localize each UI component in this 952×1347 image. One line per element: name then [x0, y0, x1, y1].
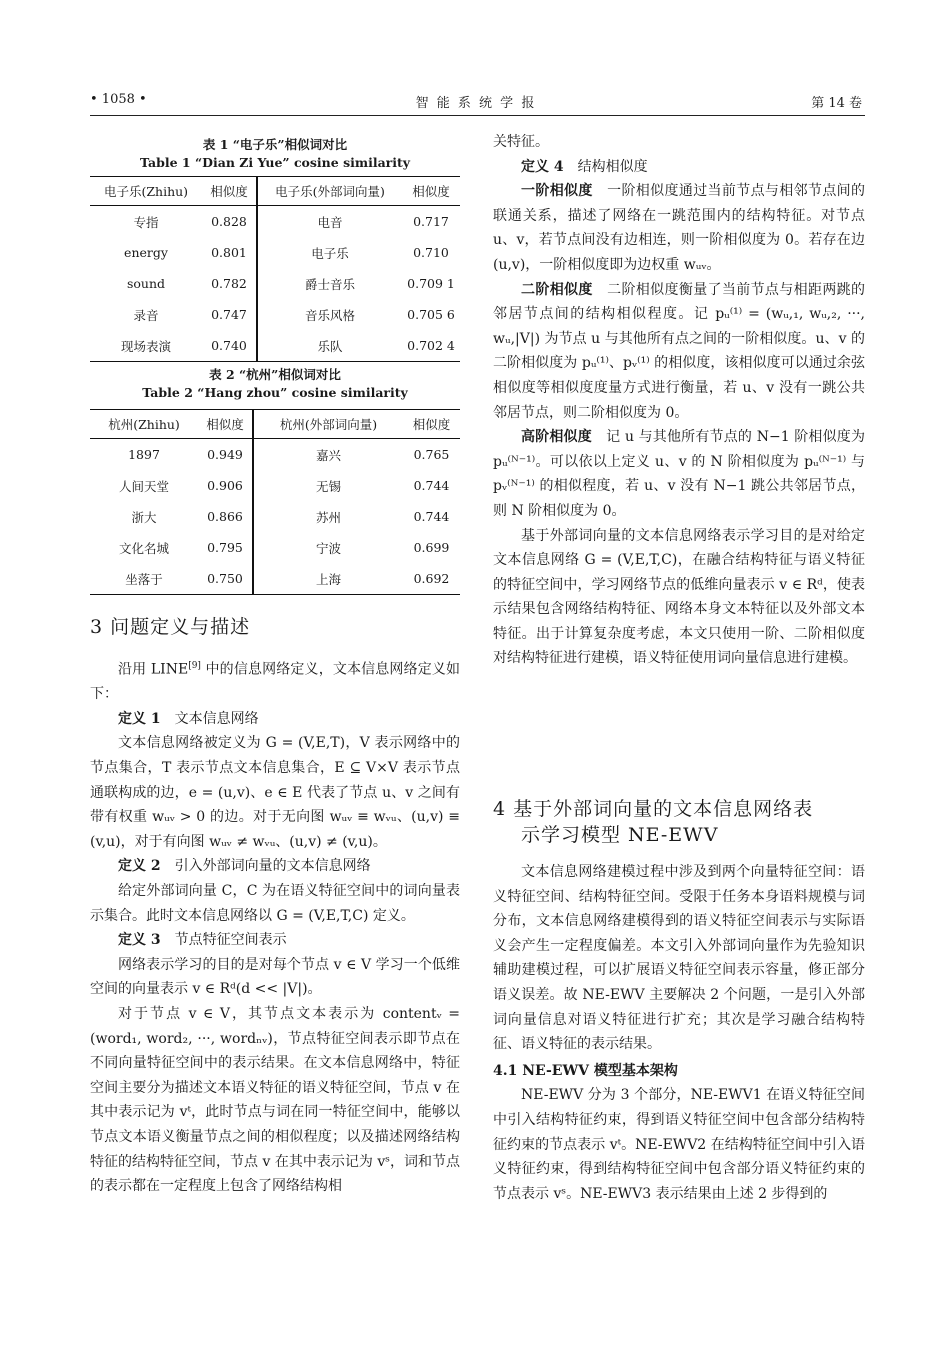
- table2-header-cell: 杭州(Zhihu): [90, 410, 198, 439]
- table-cell: 0.906: [198, 470, 253, 501]
- table-cell: 0.744: [413, 478, 450, 493]
- table-row: [90, 299, 460, 330]
- def4-name: 结构相似度: [577, 158, 648, 175]
- table-cell: energy: [124, 245, 168, 260]
- second-order-paragraph: [493, 278, 865, 426]
- table2-header-row: [90, 410, 460, 439]
- table-cell: 0.795: [198, 532, 253, 563]
- table-cell: 坐落于: [90, 563, 198, 595]
- table-cell: 0.750: [198, 563, 253, 595]
- section4-title-line1: 4 基于外部词向量的文本信息网络表: [493, 798, 814, 820]
- def1-label: 定义 1: [118, 710, 161, 727]
- table1-header-cell: 相似度: [402, 177, 460, 206]
- def1-heading: [90, 707, 460, 732]
- table-cell: 0.740: [202, 330, 257, 362]
- subsection41-paragraph: NE-EWV 分为 3 个部分，NE-EWV1 在语义特征空间中引入结构特征约束，得到语义特征空间中包含部分结构特征约束的节点表示 vᵗ。NE-EWV2 在结构特征空间中引入语义特征约束，得到结构特征空间中包含部分语义特征约束的节点表示 vˢ。NE-EWV3 表示结果由上述 2 步得到的: [493, 1087, 865, 1202]
- table-cell: 0.699: [413, 540, 450, 555]
- def2-name: 引入外部词向量的文本信息网络: [174, 858, 371, 875]
- header-rule: [90, 115, 865, 116]
- table-cell: 苏州: [315, 509, 341, 525]
- table2-caption-cn: 表 2 “杭州”相似词对比: [209, 367, 341, 382]
- intro-text: 沿用 LINE: [118, 661, 189, 678]
- table-row: [90, 501, 460, 532]
- intro-paragraph: [90, 654, 460, 707]
- table-cell: 1897: [128, 447, 160, 462]
- table-cell: 0.765: [413, 447, 450, 462]
- table2-caption-en: Table 2 “Hang zhou” cosine similarity: [142, 385, 408, 400]
- intro-text-cont: 中的信息网络定义，文本信息网络定义如下：: [90, 661, 460, 703]
- def3-label: 定义 3: [118, 932, 161, 949]
- table1-caption-cn: 表 1 “电子乐”相似词对比: [202, 137, 348, 152]
- table1-header-cell: 电子乐(Zhihu): [90, 177, 202, 206]
- table-cell: 人间天堂: [118, 478, 169, 494]
- table-row: [90, 563, 460, 595]
- def3-name: 节点特征空间表示: [174, 932, 287, 949]
- table-cell: 无锡: [315, 478, 341, 494]
- section4-paragraph: 文本信息网络建模过程中涉及到两个向量特征空间：语义特征空间、结构特征空间。受限于任务本身语料规模与词分布，文本信息网络建模得到的语义特征空间表示与实际语义会产生一定程度偏差。本文引入外部词向量作为先验知识辅助建模过程，可以扩展语义特征空间表示容量，修正部分语义误差。故 NE-EWV 主要解决 2 个问题，一是引入外部词向量信息对语义特征进行扩充；其次是学习融合结构特征、语义特征的表示结果。: [493, 864, 865, 1053]
- section4-body: [493, 860, 865, 1206]
- table-cell: 0.692: [403, 563, 460, 595]
- second-order-text: 二阶相似度衡量了当前节点与相距两跳的邻居节点间的结构相似程度。记 pᵤ⁽¹⁾ = (wᵤ,₁, wᵤ,₂, ···, wᵤ,|V|) 为节点 u 与其他所有点之间的一阶相似度。u、v 的二阶相似度为 pᵤ⁽¹⁾、pᵥ⁽¹⁾ 的相似度，该相似度可以通过余弦相似度等相似度度量方式进行衡量，若 u、v 没有一跳公共邻居节点，则二阶相似度为 0。: [493, 281, 866, 421]
- goal-paragraph: 基于外部词向量的文本信息网络表示学习目的是对给定文本信息网络 G = (V,E,T,C)，在融合结构特征与语义特征的特征空间中，学习网络节点的低维向量表示 v ∈ Rᵈ，使表示结果包含网络结构特征、网络本身文本特征以及外部文本特征。出于计算复杂度考虑，本文只使用一阶、二阶相似度对结构特征进行建模，语义特征使用词向量信息进行建模。: [493, 527, 865, 667]
- table-row: [90, 470, 460, 501]
- table1: [90, 176, 460, 362]
- table-cell: 0.702 4: [402, 330, 460, 362]
- table-cell: 录音: [133, 307, 159, 323]
- second-order-label: 二阶相似度: [521, 281, 593, 298]
- table2-header-cell: 杭州(外部词向量): [253, 410, 403, 439]
- section3-title: 3 问题定义与描述: [90, 616, 251, 638]
- table-row: [90, 439, 460, 471]
- node-paragraph: 对于节点 v ∈ V，其节点文本表示为 contentᵥ = (word₁, word₂, ···, wordₙᵥ)，节点特征空间表示即节点在不同向量特征空间中的表示结果。在文本信息网络中，特征空间主要分为描述文本语义特征的语义特征空间，节点 v 在其中表示记为 vᵗ，此时节点与词在同一特征空间中，能够以节点文本语义衡量节点之间的相似程度；以及描述网络结构特征的结构特征空间，节点 v 在其中表示记为 vˢ，词和节点的表示都在一定程度上包含了网络结构相: [90, 1005, 460, 1195]
- first-order-label: 一阶相似度: [521, 183, 593, 200]
- table-cell: 电音: [317, 214, 343, 230]
- journal-name: 智 能 系 统 学 报: [415, 96, 537, 111]
- def3-paragraph: 网络表示学习的目的是对每个节点 v ∈ V 学习一个低维空间的向量表示 v ∈ Rᵈ(d << |V|)。: [90, 956, 460, 998]
- def1-name: 文本信息网络: [174, 710, 259, 727]
- left-column-body: [90, 654, 460, 1199]
- table-cell: 0.801: [202, 237, 257, 268]
- continued-paragraph: 关特征。: [493, 134, 549, 150]
- table-cell: 现场表演: [90, 330, 202, 362]
- table-cell: 0.717: [413, 214, 449, 229]
- def2-heading: [90, 854, 460, 879]
- high-order-label: 高阶相似度: [521, 429, 592, 446]
- def2-label: 定义 2: [118, 858, 161, 875]
- table-row: [90, 532, 460, 563]
- table-cell: 乐队: [257, 330, 402, 362]
- table-cell: 0.744: [413, 509, 450, 524]
- first-order-text: 一阶相似度通过当前节点与相邻节点间的联通关系，描述了网络在一跳范围内的结构特征。对节点 u、v，若节点间没有边相连，则一阶相似度为 0。若存在边 (u,v)，一阶相似度即为边权重 wᵤᵥ。: [493, 183, 866, 273]
- table1-header-cell: 相似度: [202, 177, 257, 206]
- def3-heading: [90, 928, 460, 953]
- def4-label: 定义 4: [521, 158, 564, 175]
- table2-header-cell: 相似度: [198, 410, 253, 439]
- table-cell: 0.709 1: [407, 276, 455, 291]
- table-cell: 爵士音乐: [304, 276, 355, 292]
- table-row: [90, 330, 460, 362]
- table-cell: 宁波: [315, 540, 341, 556]
- table-cell: 上海: [253, 563, 403, 595]
- high-order-paragraph: [493, 425, 865, 523]
- table-cell: 0.710: [413, 245, 449, 260]
- table-cell: 音乐风格: [304, 307, 355, 323]
- def2-paragraph: 给定外部词向量 C，C 为在语义特征空间中的词向量表示集合。此时文本信息网络以 G = (V,E,T,C) 定义。: [90, 883, 460, 924]
- table1-header-cell: 电子乐(外部词向量): [257, 177, 402, 206]
- table2: [90, 409, 460, 595]
- table-cell: 嘉兴: [315, 447, 341, 463]
- section4-title: [493, 796, 865, 848]
- table1-header-row: [90, 177, 460, 206]
- def4-heading: [493, 155, 865, 180]
- table-cell: 0.828: [202, 206, 257, 238]
- table-row: [90, 268, 460, 299]
- table-cell: 电子乐: [311, 245, 349, 261]
- page-number: • 1058 •: [90, 92, 147, 107]
- table1-caption: [90, 136, 460, 172]
- table-cell: 专指: [133, 214, 159, 230]
- citation-ref: [9]: [188, 661, 201, 671]
- table-cell: 0.949: [198, 439, 253, 471]
- table-cell: sound: [126, 276, 166, 291]
- table2-header-cell: 相似度: [403, 410, 460, 439]
- table2-caption: [90, 366, 460, 402]
- right-column-body: [493, 130, 865, 671]
- table-cell: 0.747: [202, 299, 257, 330]
- table-cell: 0.866: [198, 501, 253, 532]
- def1-paragraph: 文本信息网络被定义为 G = (V,E,T)，V 表示网络中的节点集合，T 表示节点文本信息集合，E ⊆ V×V 表示节点通联构成的边，e = (u,v)、e ∈ E 代表了节点 u、v 之间有带有权重 wᵤᵥ > 0 的边。对于无向图 wᵤᵥ ≡ wᵥᵤ、(u,v) ≡ (v,u)，对于有向图 wᵤᵥ ≠ wᵥᵤ、(u,v) ≠ (v,u)。: [90, 735, 460, 850]
- table-cell: 浙大: [131, 509, 157, 525]
- volume-label: 第 14 卷: [811, 96, 862, 111]
- table-row: [90, 237, 460, 268]
- table-cell: 文化名城: [118, 540, 169, 556]
- section4-title-line2: 示学习模型 NE-EWV: [521, 824, 719, 846]
- subsection41-title: 4.1 NE-EWV 模型基本架构: [493, 1062, 678, 1079]
- high-order-text: 记 u 与其他所有节点的 N−1 阶相似度为 pᵤ⁽ᴺ⁻¹⁾。可以依以上定义 u、v 的 N 阶相似度为 pᵤ⁽ᴺ⁻¹⁾ 与 pᵥ⁽ᴺ⁻¹⁾ 的相似程度，若 u、v 没有 N−1 跳公共邻居节点，则 N 阶相似度为 0。: [493, 429, 865, 519]
- table-row: [90, 206, 460, 238]
- table-cell: 0.705 6: [407, 307, 455, 322]
- first-order-paragraph: [493, 179, 865, 277]
- table-cell: 0.782: [202, 268, 257, 299]
- table1-caption-en: Table 1 “Dian Zi Yue” cosine similarity: [139, 155, 411, 170]
